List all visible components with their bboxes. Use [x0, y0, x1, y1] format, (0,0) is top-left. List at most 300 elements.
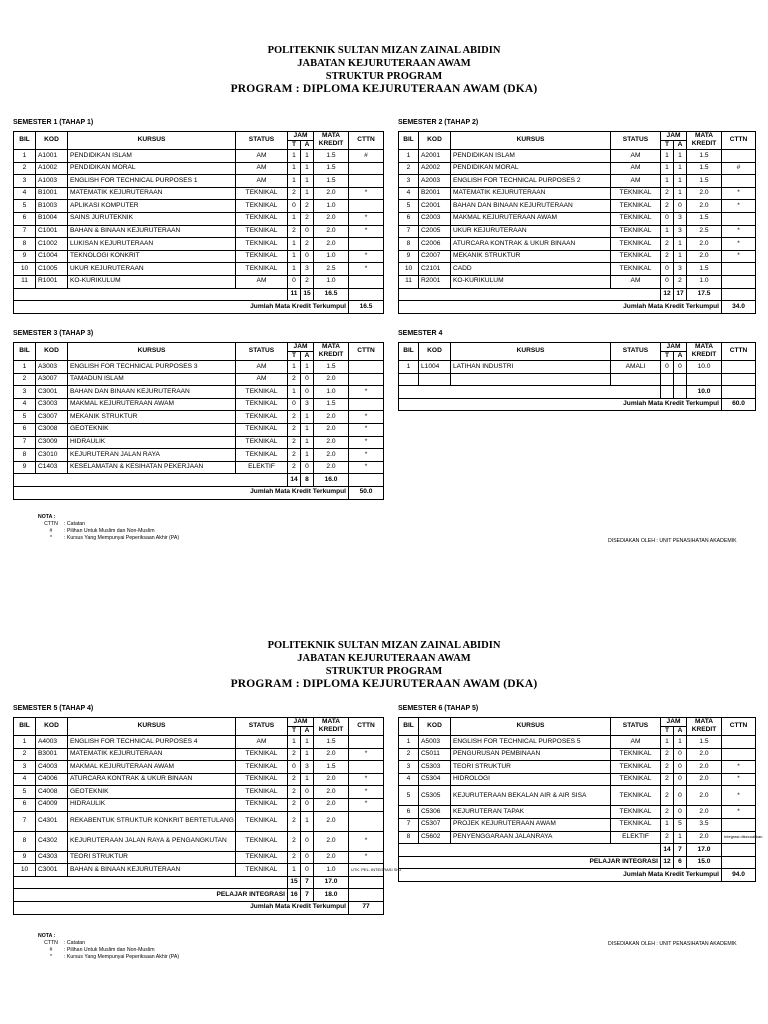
total-row [399, 301, 756, 314]
jam-t-cell: 2 [288, 786, 301, 799]
jam-a-cell: 1 [301, 748, 314, 761]
jam-a-cell: 0 [301, 250, 314, 263]
kursus-cell: TEKNOLOGI KONKRIT [68, 250, 236, 263]
semester-1-table [13, 131, 384, 314]
kod-cell: B1004 [36, 212, 68, 225]
page2-header [0, 639, 768, 691]
status-header: STATUS [236, 343, 288, 361]
program-title: PROGRAM : DIPLOMA KEJURUTERAAN AWAM (DKA) [230, 83, 538, 95]
pi-kredit: 18.0 [314, 889, 349, 902]
jam-t-cell: 1 [661, 736, 674, 749]
kursus-cell: GEOTEKNIK [68, 786, 236, 799]
table-row [14, 461, 384, 474]
kod-cell: C1002 [36, 238, 68, 251]
table-row [14, 162, 384, 175]
cttn-header: CTTN [349, 343, 384, 361]
kursus-cell: HIDRAULIK [68, 798, 236, 811]
kursus-cell: PENDIDIKAN ISLAM [68, 150, 236, 163]
jam-a-cell: 1 [301, 449, 314, 462]
status-cell: TEKNIKAL [236, 798, 288, 811]
kredit-cell: 1.0 [314, 250, 349, 263]
subtotal-a: 7 [301, 876, 314, 889]
table-row [399, 162, 756, 175]
kursus-cell: ENGLISH FOR TECHNICAL PURPOSES 3 [68, 361, 236, 374]
semester-3-title: SEMESTER 3 (TAHAP 3) [13, 330, 94, 337]
kredit-cell: 2.0 [314, 373, 349, 386]
a-header: A [301, 727, 314, 736]
kod-header: KOD [419, 343, 451, 361]
kredit-cell: 2.0 [687, 761, 722, 774]
bil-cell: 1 [14, 736, 36, 749]
kredit-cell: 2.0 [314, 748, 349, 761]
institution-name: POLITEKNIK SULTAN MIZAN ZAINAL ABIDIN [267, 45, 501, 56]
kredit-cell: 1.5 [314, 361, 349, 374]
jam-a-cell: 1 [301, 361, 314, 374]
jam-a-cell: 1 [301, 175, 314, 188]
nota-text: : Kursus Yang Mempunyai Peperiksaan Akhir (PA) [64, 535, 180, 541]
nota-key: * [49, 954, 53, 960]
kursus-cell: ENGLISH FOR TECHNICAL PURPOSES 1 [68, 175, 236, 188]
t-header: T [288, 352, 301, 361]
status-cell: ELEKTIF [611, 831, 661, 844]
jam-t-cell: 2 [288, 773, 301, 786]
status-cell: TEKNIKAL [611, 187, 661, 200]
pi-cttn [349, 889, 384, 902]
status-cell: TEKNIKAL [236, 200, 288, 213]
subtotal-cttn [349, 474, 384, 487]
prepared-by-2: DISEDIAKAN OLEH : UNIT PENASIHATAN AKADEMIK [608, 941, 737, 947]
cttn-cell [349, 238, 384, 251]
kod-cell: C3008 [36, 423, 68, 436]
jam-t-cell: 1 [288, 361, 301, 374]
table-row [399, 263, 756, 276]
kod-cell: A1001 [36, 150, 68, 163]
jam-t-cell: 2 [661, 806, 674, 819]
bil-cell: 7 [14, 811, 36, 831]
kredit-cell: 1.5 [314, 398, 349, 411]
kredit-cell: 2.0 [687, 786, 722, 806]
bil-cell: 8 [14, 831, 36, 851]
jam-t-cell: 1 [288, 864, 301, 877]
kod-cell: C1005 [36, 263, 68, 276]
jam-a-cell: 1 [674, 175, 687, 188]
jam-a-cell: 1 [674, 162, 687, 175]
pi-a: 7 [301, 889, 314, 902]
total-label: Jumlah Mata Kredit Terkumpul [14, 486, 349, 499]
cttn-cell [722, 275, 756, 288]
table-row [399, 150, 756, 163]
kod-header: KOD [36, 343, 68, 361]
jam-t-cell: 2 [288, 187, 301, 200]
table-row [14, 748, 384, 761]
table-row [14, 831, 384, 851]
bil-cell: 4 [14, 398, 36, 411]
kursus-cell: BAHAN & BINAAN KEJURUTERAAN [68, 864, 236, 877]
nota-text: : Catatan [64, 940, 86, 946]
nota-section-1 [38, 514, 179, 542]
kod-cell: B3001 [36, 748, 68, 761]
jam-a-cell: 2 [301, 200, 314, 213]
jam-a-cell: 0 [301, 864, 314, 877]
jam-a-cell: 3 [301, 263, 314, 276]
jam-t-cell: 2 [288, 423, 301, 436]
jam-a-cell: 0 [301, 831, 314, 851]
subtotal-a: 15 [301, 288, 314, 301]
subtotal-row [14, 288, 384, 301]
kredit-cell: 1.5 [687, 736, 722, 749]
cttn-cell: * [349, 187, 384, 200]
subtotal-label [399, 844, 661, 857]
kod-cell: A3003 [36, 361, 68, 374]
kursus-cell: KEJURUTERAN TAPAK [451, 806, 611, 819]
kursus-cell: TAMADUN ISLAM [68, 373, 236, 386]
kursus-cell: PENGURUSAN PEMBINAAN [451, 748, 611, 761]
kod-cell: C4008 [36, 786, 68, 799]
total-value: 50.0 [349, 486, 384, 499]
kod-cell: C3003 [36, 398, 68, 411]
status-cell: AM [611, 736, 661, 749]
kod-cell: A2002 [419, 162, 451, 175]
jam-t-cell: 2 [288, 798, 301, 811]
pi-t: 16 [288, 889, 301, 902]
subtotal-label [14, 288, 288, 301]
bil-cell: 11 [399, 275, 419, 288]
kursus-cell: KEJURUTERAN JALAN RAYA [68, 449, 236, 462]
subtotal-row [14, 876, 384, 889]
status-cell: TEKNIKAL [236, 851, 288, 864]
table-row [399, 761, 756, 774]
kursus-cell: KEJURUTERAAN JALAN RAYA & PENGANGKUTAN [68, 831, 236, 851]
jam-t-cell: 2 [288, 411, 301, 424]
status-cell: TEKNIKAL [236, 761, 288, 774]
bil-cell: 5 [14, 411, 36, 424]
kursus-cell: BAHAN DAN BINAAN KEJURUTERAAN [68, 386, 236, 399]
jam-t-cell: 2 [661, 786, 674, 806]
kursus-cell: KO-KURIKULUM [68, 275, 236, 288]
kursus-cell: ENGLISH FOR TECHNICAL PURPOSES 2 [451, 175, 611, 188]
t-header: T [661, 352, 674, 361]
table-row [399, 275, 756, 288]
cttn-cell: * [349, 411, 384, 424]
pelajar-integrasi-row [14, 889, 384, 902]
kod-cell: C2101 [419, 263, 451, 276]
jam-a-cell: 0 [674, 748, 687, 761]
table-row [14, 786, 384, 799]
kod-cell: A3007 [36, 373, 68, 386]
kredit-cell: 2.0 [314, 238, 349, 251]
bil-cell: 3 [14, 175, 36, 188]
a-header: A [674, 352, 687, 361]
jam-t-cell: 2 [288, 449, 301, 462]
kod-cell: C5602 [419, 831, 451, 844]
cttn-cell: UTK. PEL. INTEGRASI SHJ [349, 864, 384, 877]
jam-a-cell: 0 [674, 806, 687, 819]
semester-5-table [13, 717, 402, 915]
kod-cell: B1003 [36, 200, 68, 213]
table-row [399, 748, 756, 761]
cttn-cell: * [722, 761, 756, 774]
kod-cell: A5003 [419, 736, 451, 749]
kod-cell: C1403 [36, 461, 68, 474]
kod-cell: A1002 [36, 162, 68, 175]
jam-t-cell: 2 [288, 436, 301, 449]
table-row [399, 786, 756, 806]
kursus-cell: MEKANIK STRUKTUR [68, 411, 236, 424]
table-row [14, 187, 384, 200]
jam-t-cell: 1 [288, 175, 301, 188]
cttn-cell [722, 212, 756, 225]
table-header-row [399, 718, 756, 727]
cttn-cell: * [722, 187, 756, 200]
pelajar-integrasi-label: PELAJAR INTEGRASI [399, 856, 661, 869]
cttn-cell: * [349, 436, 384, 449]
kod-cell: C5307 [419, 818, 451, 831]
bil-cell: 9 [14, 461, 36, 474]
bil-cell: 10 [14, 864, 36, 877]
page1-header [0, 44, 768, 96]
bil-header: BIL [399, 132, 419, 150]
kursus-cell: MAKMAL KEJURUTERAAN AWAM [68, 761, 236, 774]
status-cell: TEKNIKAL [611, 773, 661, 786]
pelajar-integrasi-row [399, 856, 756, 869]
nota-text: : Kursus Yang Mempunyai Peperiksaan Akhir (PA) [64, 954, 180, 960]
status-cell: AM [236, 373, 288, 386]
kursus-header: KURSUS [451, 132, 611, 150]
jam-t-cell: 2 [661, 748, 674, 761]
semester-6-title: SEMESTER 6 (TAHAP 5) [398, 705, 479, 712]
kursus-header: KURSUS [68, 132, 236, 150]
status-cell: TEKNIKAL [611, 761, 661, 774]
semester-6-table [398, 717, 763, 882]
cttn-cell: * [349, 798, 384, 811]
subtotal-a: 17 [674, 288, 687, 301]
kod-cell: C1001 [36, 225, 68, 238]
status-cell: TEKNIKAL [236, 436, 288, 449]
table-row [14, 361, 384, 374]
jam-a-cell: 0 [301, 851, 314, 864]
status-cell: TEKNIKAL [611, 250, 661, 263]
kod-cell: C3007 [36, 411, 68, 424]
jam-t-cell: 0 [288, 398, 301, 411]
jam-a-cell: 1 [301, 162, 314, 175]
bil-cell: 8 [399, 831, 419, 844]
cttn-cell [722, 818, 756, 831]
program-title: PROGRAM : DIPLOMA KEJURUTERAAN AWAM (DKA) [230, 678, 538, 690]
bil-cell: 8 [14, 449, 36, 462]
table-row [399, 361, 756, 374]
kredit-cell: 1.0 [314, 275, 349, 288]
total-label: Jumlah Mata Kredit Terkumpul [399, 301, 722, 314]
table-row [399, 773, 756, 786]
kredit-header: KREDIT [687, 352, 722, 361]
kod-cell: C2006 [419, 238, 451, 251]
status-cell: TEKNIKAL [236, 250, 288, 263]
jam-t-cell: 2 [288, 225, 301, 238]
kursus-cell: LATIHAN INDUSTRI [451, 361, 611, 374]
jam-a-cell: 1 [301, 436, 314, 449]
bil-cell: 7 [14, 225, 36, 238]
table-row [399, 225, 756, 238]
kredit-cell: 2.0 [314, 411, 349, 424]
a-header: A [674, 141, 687, 150]
table-row [14, 811, 384, 831]
subtotal-cttn [722, 386, 756, 399]
jam-a-cell: 0 [301, 461, 314, 474]
institution-name: POLITEKNIK SULTAN MIZAN ZAINAL ABIDIN [267, 640, 501, 651]
status-cell: TEKNIKAL [236, 773, 288, 786]
table-header-row [399, 343, 756, 352]
kredit-cell: 1.5 [314, 150, 349, 163]
cttn-cell: * [349, 748, 384, 761]
bil-cell: 1 [399, 736, 419, 749]
status-cell: AM [236, 361, 288, 374]
jam-t-cell: 1 [288, 250, 301, 263]
status-cell: TEKNIKAL [236, 386, 288, 399]
kod-cell: C4303 [36, 851, 68, 864]
subtotal-kredit: 10.0 [687, 386, 722, 399]
jam-a-cell: 1 [674, 736, 687, 749]
empty-cell [451, 373, 611, 386]
bil-cell: 2 [399, 748, 419, 761]
table-row [399, 250, 756, 263]
jam-t-cell: 1 [288, 736, 301, 749]
kod-cell: C2007 [419, 250, 451, 263]
table-row [14, 398, 384, 411]
jam-t-cell: 1 [661, 162, 674, 175]
jam-t-cell: 1 [288, 212, 301, 225]
kursus-cell: MATEMATIK KEJURUTERAAN [68, 187, 236, 200]
bil-cell: 7 [399, 818, 419, 831]
cttn-cell: * [349, 851, 384, 864]
jam-t-cell: 1 [661, 150, 674, 163]
bil-cell: 1 [399, 150, 419, 163]
empty-cell [419, 373, 451, 386]
kursus-cell: REKABENTUK STRUKTUR KONKRIT BERTETULANG [68, 811, 236, 831]
jam-header: JAM [288, 343, 314, 352]
status-cell: AM [611, 175, 661, 188]
bil-header: BIL [14, 132, 36, 150]
total-value: 60.0 [722, 398, 756, 411]
jam-a-cell: 1 [301, 150, 314, 163]
kredit-cell: 1.0 [314, 386, 349, 399]
bil-cell: 8 [14, 238, 36, 251]
jam-a-cell: 1 [674, 150, 687, 163]
semester-5-title: SEMESTER 5 (TAHAP 4) [13, 705, 94, 712]
total-label: Jumlah Mata Kredit Terkumpul [14, 301, 349, 314]
status-cell: TEKNIKAL [236, 831, 288, 851]
nota-key: # [49, 947, 53, 953]
kredit-cell: 2.0 [687, 773, 722, 786]
jam-t-cell: 1 [288, 162, 301, 175]
table-row [399, 187, 756, 200]
subtotal-kredit: 16.0 [314, 474, 349, 487]
jam-t-cell: 2 [661, 238, 674, 251]
jam-a-cell: 3 [674, 263, 687, 276]
kredit-cell: 1.5 [314, 162, 349, 175]
table-row [14, 761, 384, 774]
jam-header: JAM [661, 132, 687, 141]
kursus-cell: BAHAN & BINAAN KEJURUTERAAN [68, 225, 236, 238]
table-row [14, 175, 384, 188]
empty-cell [674, 373, 687, 386]
status-cell: AM [611, 150, 661, 163]
status-cell: TEKNIKAL [236, 786, 288, 799]
jam-a-cell: 5 [674, 818, 687, 831]
cttn-cell: * [349, 212, 384, 225]
status-cell: AM [236, 175, 288, 188]
table-row [399, 736, 756, 749]
cttn-cell [349, 373, 384, 386]
status-cell: TEKNIKAL [236, 864, 288, 877]
kursus-cell: MAKMAL KEJURUTERAAN AWAM [68, 398, 236, 411]
kod-cell: C4301 [36, 811, 68, 831]
table-row [399, 200, 756, 213]
bil-cell: 9 [14, 851, 36, 864]
semester-2-table [398, 131, 756, 314]
bil-cell: 2 [14, 373, 36, 386]
kredit-cell: 2.0 [687, 748, 722, 761]
kursus-cell: MEKANIK STRUKTUR [451, 250, 611, 263]
bil-cell: 10 [399, 263, 419, 276]
bil-cell: 1 [14, 361, 36, 374]
kredit-cell: 2.0 [687, 250, 722, 263]
empty-cell [722, 373, 756, 386]
kredit-cell: 2.0 [687, 806, 722, 819]
cttn-cell [722, 263, 756, 276]
table-header-row [14, 343, 384, 352]
subtotal-t: 11 [288, 288, 301, 301]
cttn-cell: # [349, 150, 384, 163]
kursus-cell: PENDIDIKAN MORAL [451, 162, 611, 175]
kursus-cell: GEOTEKNIK [68, 423, 236, 436]
bil-cell: 1 [14, 150, 36, 163]
subtotal-row [399, 386, 756, 399]
kursus-cell: UKUR KEJURUTERAAN [68, 263, 236, 276]
pi-a: 6 [674, 856, 687, 869]
jam-t-cell: 2 [661, 773, 674, 786]
bil-cell: 2 [14, 748, 36, 761]
kursus-cell: PENDIDIKAN ISLAM [451, 150, 611, 163]
bil-cell: 5 [399, 786, 419, 806]
kredit-cell: 2.0 [314, 773, 349, 786]
total-label: Jumlah Mata Kredit Terkumpul [399, 398, 722, 411]
kredit-cell: 2.0 [314, 461, 349, 474]
cttn-cell: * [722, 250, 756, 263]
bil-cell: 9 [14, 250, 36, 263]
bil-cell: 4 [399, 187, 419, 200]
nota-key: # [49, 528, 53, 534]
document-title: STRUKTUR PROGRAM [325, 71, 443, 82]
mata-header: MATA [687, 718, 722, 727]
kredit-cell: 2.0 [314, 187, 349, 200]
jam-t-cell: 2 [661, 200, 674, 213]
total-row [399, 398, 756, 411]
kod-cell: A2001 [419, 150, 451, 163]
cttn-cell [349, 811, 384, 831]
jam-t-cell: 0 [288, 200, 301, 213]
jam-a-cell: 1 [301, 736, 314, 749]
table-row [14, 436, 384, 449]
kursus-cell: KO-KURIKULUM [451, 275, 611, 288]
cttn-cell: Integrasi dikecualikan [722, 831, 756, 844]
table-row [399, 175, 756, 188]
status-cell: AM [236, 736, 288, 749]
status-header: STATUS [236, 132, 288, 150]
subtotal-cttn [722, 288, 756, 301]
bil-cell: 3 [14, 761, 36, 774]
total-value: 94.0 [722, 869, 756, 882]
cttn-cell [349, 361, 384, 374]
